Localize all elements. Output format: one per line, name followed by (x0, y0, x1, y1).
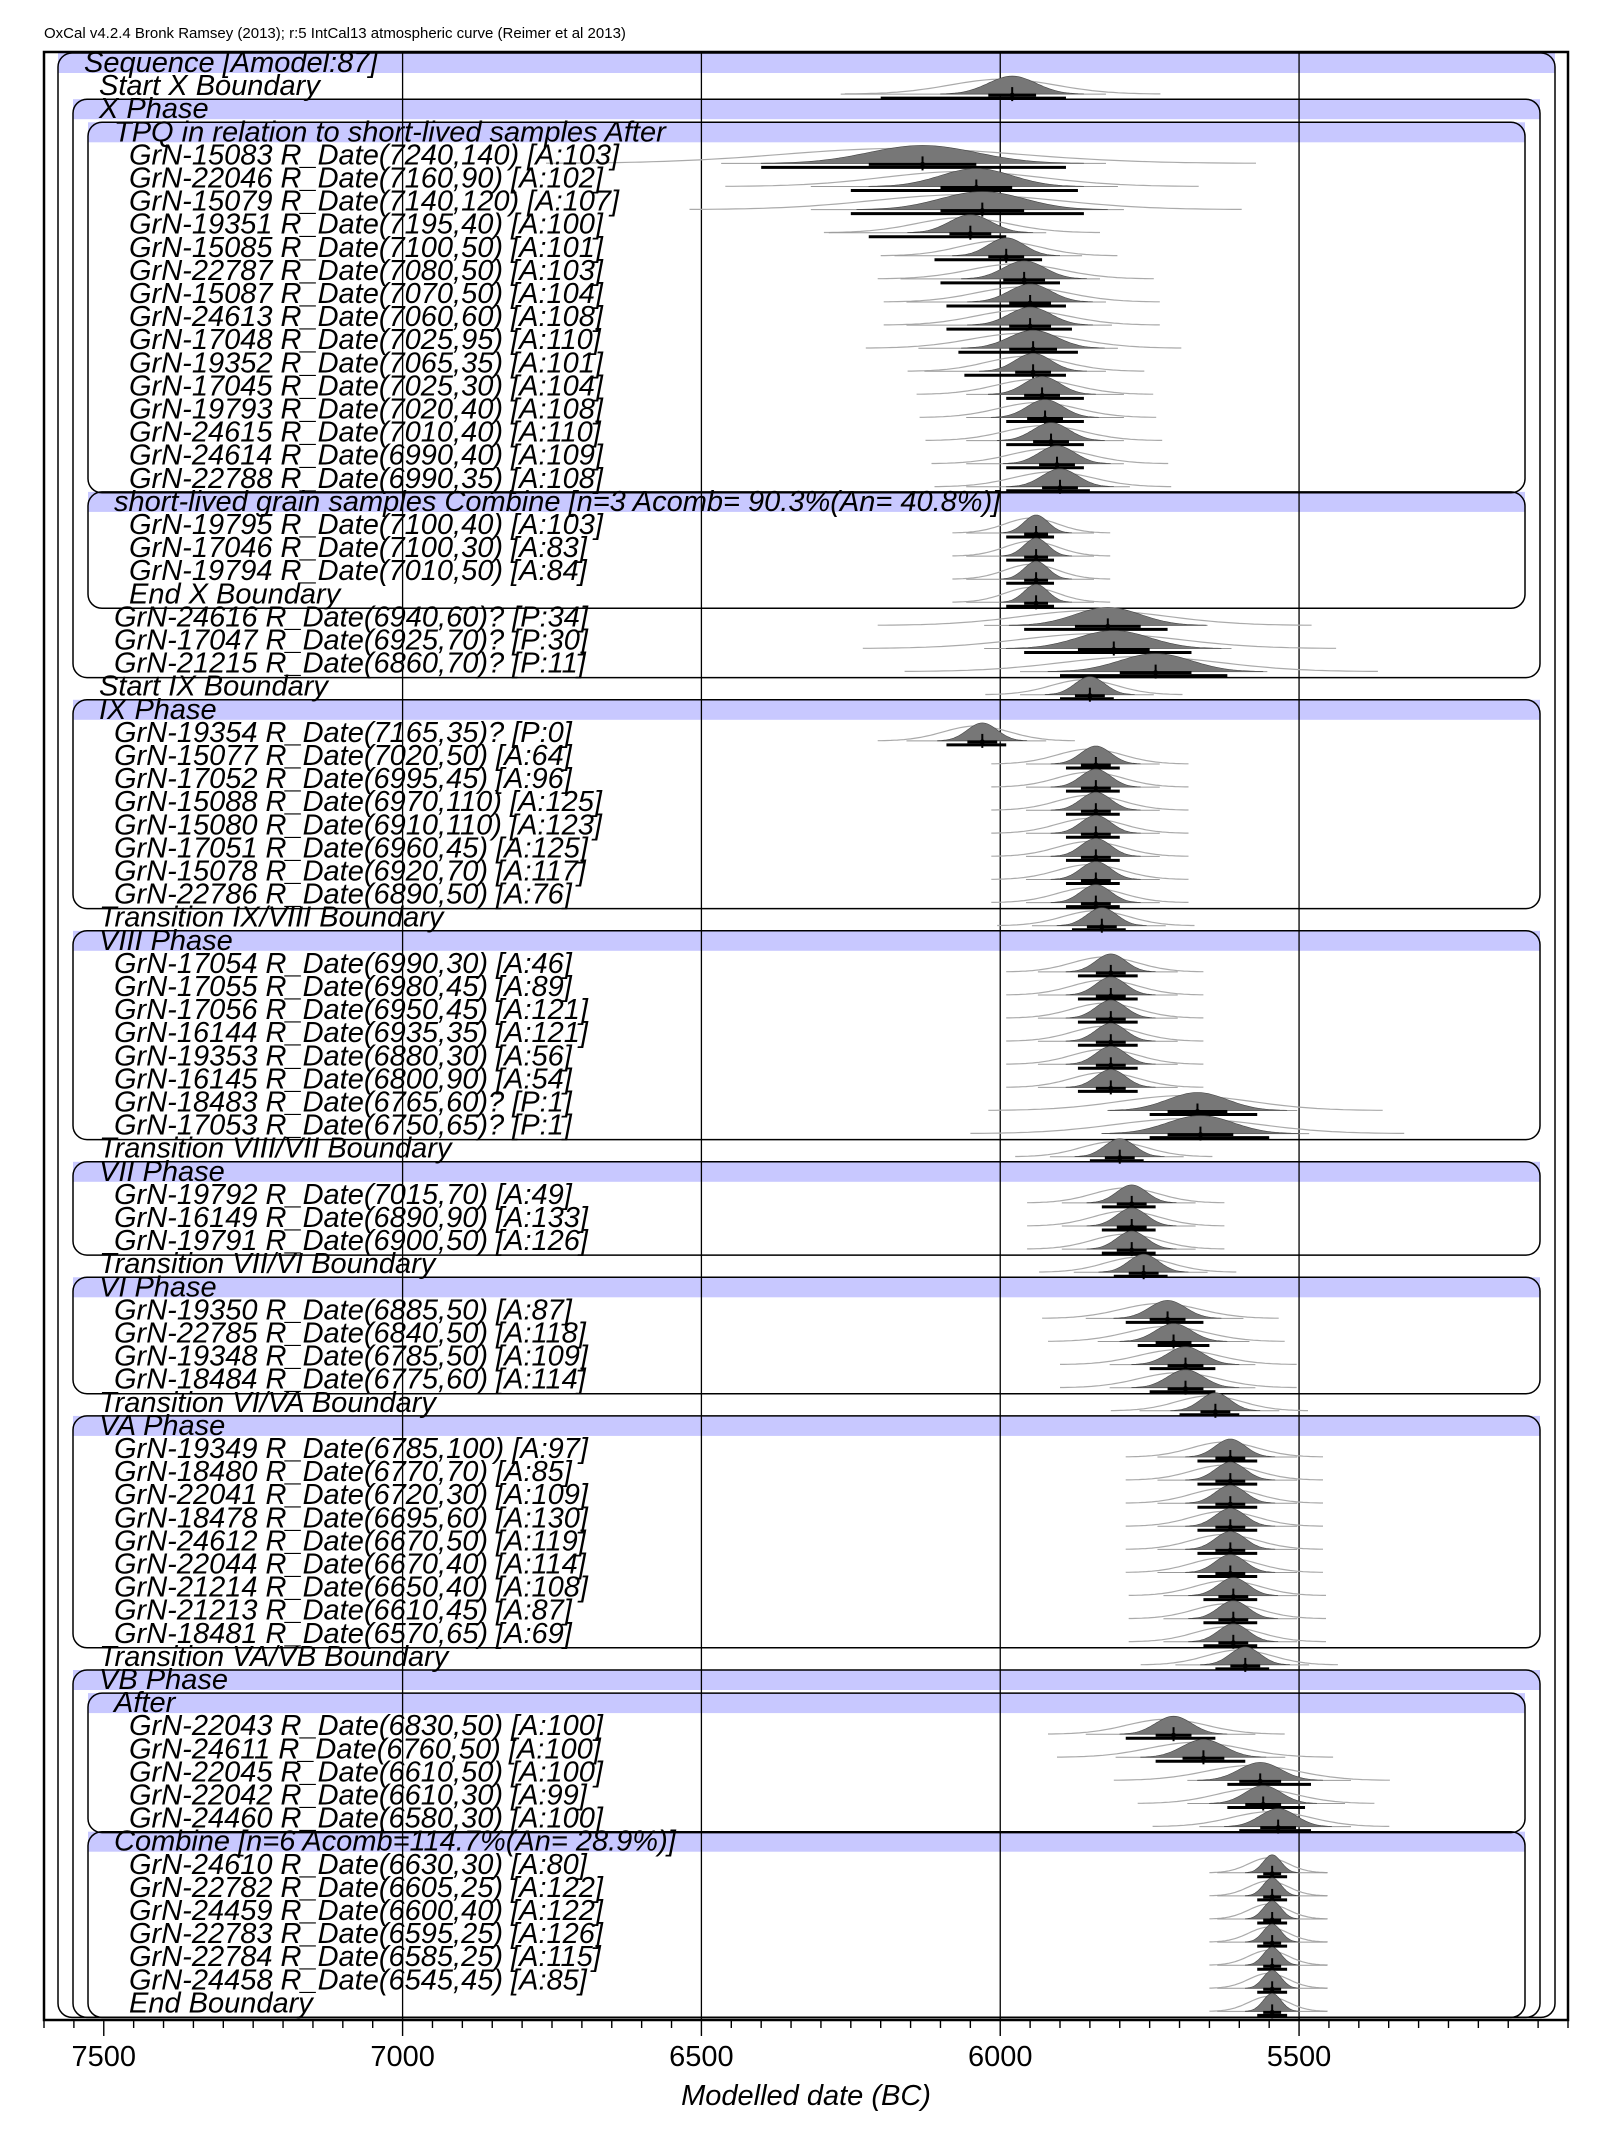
median-marker (1087, 693, 1092, 698)
median-marker (1093, 763, 1098, 768)
median-marker (1231, 1594, 1236, 1599)
median-marker (1171, 1733, 1176, 1738)
row-label: GrN-17056 R_Date(6950,45) [A:121] (114, 994, 588, 1027)
row-label: GrN-22784 R_Date(6585,25) [A:115] (129, 1941, 601, 1974)
row-label: GrN-24460 R_Date(6580,30) [A:100] (129, 1802, 603, 1835)
median-marker (1028, 324, 1033, 329)
row-label: GrN-15088 R_Date(6970,110) [A:125] (114, 786, 602, 819)
row-label: GrN-24611 R_Date(6760,50) [A:100] (129, 1733, 601, 1766)
row-label: GrN-18484 R_Date(6775,60) [A:114] (114, 1363, 586, 1396)
row-label: GrN-17054 R_Date(6990,30) [A:46] (114, 947, 572, 980)
row-label: GrN-19352 R_Date(7065,35) [A:101] (129, 347, 603, 380)
row-label: GrN-17045 R_Date(7025,30) [A:104] (129, 370, 603, 403)
group-label: After (114, 1687, 176, 1720)
median-marker (1228, 1525, 1233, 1530)
median-marker (1093, 832, 1098, 837)
row-label: GrN-22785 R_Date(6840,50) [A:118] (114, 1317, 586, 1350)
median-marker (1228, 1479, 1233, 1484)
median-marker (1093, 809, 1098, 814)
row-label: GrN-19349 R_Date(6785,100) [A:97] (114, 1433, 588, 1465)
median-marker (1022, 277, 1027, 282)
row-label: GrN-22787 R_Date(7080,50) [A:103] (129, 254, 603, 287)
row-label: GrN-16144 R_Date(6935,35) [A:121] (114, 1017, 588, 1050)
row-label: GrN-22043 R_Date(6830,50) [A:100] (129, 1710, 603, 1743)
row-label: GrN-19795 R_Date(7100,40) [A:103] (129, 509, 603, 541)
median-marker (1099, 924, 1104, 929)
median-marker (1117, 1155, 1122, 1160)
row-label: GrN-18478 R_Date(6695,60) [A:130] (114, 1502, 588, 1535)
row-label: GrN-17047 R_Date(6925,70)? [P:30] (114, 624, 588, 657)
row-label: GrN-21214 R_Date(6650,40) [A:108] (114, 1571, 588, 1604)
median-marker (1183, 1363, 1188, 1368)
median-marker (1228, 1502, 1233, 1507)
row-label: Transition VII/VI Boundary (99, 1248, 436, 1281)
median-marker (1243, 1663, 1248, 1668)
median-marker (1198, 1132, 1203, 1137)
median-marker (1270, 1964, 1275, 1969)
group-label: short-lived grain samples Combine [n=3 Acomb= 90.3%(An= 40.8%)] (114, 485, 1001, 518)
median-marker (1129, 1225, 1134, 1230)
row-label: GrN-19794 R_Date(7010,50) [A:84] (129, 555, 587, 588)
chart-caption: OxCal v4.2.4 Bronk Ramsey (2013); r:5 IntCal13 atmospheric curve (Reimer et al 2013) (44, 25, 626, 42)
x-axis-title: Modelled date (BC) (681, 2080, 931, 2112)
median-marker (1153, 670, 1158, 675)
row-label: GrN-22046 R_Date(7160,90) [A:102] (129, 162, 603, 195)
median-marker (1108, 1086, 1113, 1091)
row-label: GrN-15077 R_Date(7020,50) [A:64] (114, 740, 572, 772)
row-label: GrN-24612 R_Date(6670,50) [A:119] (114, 1525, 586, 1558)
row-label: GrN-24615 R_Date(7010,40) [A:110] (129, 416, 601, 449)
row-label: GrN-22041 R_Date(6720,30) [A:109] (114, 1479, 588, 1512)
median-marker (1058, 485, 1063, 490)
row-label: GrN-17051 R_Date(6960,45) [A:125] (114, 832, 588, 865)
group-label: VA Phase (99, 1409, 226, 1442)
median-marker (1129, 1248, 1134, 1253)
row-label: GrN-24614 R_Date(6990,40) [A:109] (129, 439, 603, 472)
median-marker (1028, 301, 1033, 306)
median-marker (1108, 1063, 1113, 1068)
median-marker (1231, 1617, 1236, 1622)
median-marker (1270, 2010, 1275, 2015)
median-marker (1270, 1987, 1275, 1992)
median-marker (1034, 532, 1039, 537)
median-marker (1165, 1317, 1170, 1322)
median-marker (980, 739, 985, 744)
median-marker (1043, 416, 1048, 421)
row-label: GrN-22786 R_Date(6890,50) [A:76] (114, 878, 572, 911)
group-label: VIII Phase (99, 924, 233, 957)
row-label: GrN-17053 R_Date(6750,65)? [P:1] (114, 1109, 572, 1142)
x-tick-label: 6000 (967, 2041, 1033, 2073)
row-label: GrN-19792 R_Date(7015,70) [A:49] (114, 1178, 572, 1211)
median-marker (1231, 1640, 1236, 1645)
row-label: GrN-19353 R_Date(6880,30) [A:56] (114, 1040, 572, 1073)
x-axis (44, 2020, 1568, 2073)
row-label: Transition VIII/VII Boundary (99, 1132, 452, 1165)
row-label: GrN-17055 R_Date(6980,45) [A:89] (114, 971, 572, 1003)
row-label: GrN-16145 R_Date(6800,90) [A:54] (114, 1063, 572, 1096)
median-marker (1108, 1040, 1113, 1045)
median-marker (1031, 370, 1036, 375)
distribution-marks (546, 76, 1404, 2018)
group-label: VI Phase (99, 1271, 217, 1304)
median-marker (1093, 855, 1098, 860)
row-label: Start X Boundary (99, 70, 320, 103)
header-band (73, 1670, 1540, 1690)
median-marker (974, 185, 979, 190)
median-marker (1055, 462, 1060, 467)
median-marker (1276, 1825, 1281, 1830)
row-label: GrN-19791 R_Date(6900,50) [A:126] (114, 1225, 588, 1258)
row-label: GrN-22045 R_Date(6610,50) [A:100] (129, 1756, 603, 1789)
median-marker (1031, 347, 1036, 352)
median-marker (1093, 878, 1098, 883)
row-label: GrN-19354 R_Date(7165,35)? [P:0] (114, 716, 572, 749)
row-label: GrN-24458 R_Date(6545,45) [A:85] (129, 1964, 587, 1997)
row-label: GrN-16149 R_Date(6890,90) [A:133] (114, 1202, 588, 1234)
median-marker (1183, 1386, 1188, 1391)
median-marker (1049, 439, 1054, 444)
row-label: GrN-22783 R_Date(6595,25) [A:126] (129, 1918, 603, 1951)
median-marker (1201, 1756, 1206, 1761)
row-label: GrN-18481 R_Date(6570,65) [A:69] (114, 1617, 572, 1650)
row-label: GrN-15087 R_Date(7070,50) [A:104] (129, 278, 603, 310)
row-label: GrN-19350 R_Date(6885,50) [A:87] (114, 1294, 572, 1327)
row-label: Transition VA/VB Boundary (99, 1640, 449, 1673)
row-label: GrN-24613 R_Date(7060,60) [A:108] (129, 301, 603, 334)
row-label: GrN-15083 R_Date(7240,140) [A:103] (129, 139, 620, 172)
row-label: GrN-21213 R_Date(6610,45) [A:87] (114, 1594, 572, 1627)
row-label: GrN-17046 R_Date(7100,30) [A:83] (129, 532, 587, 565)
row-label: GrN-15079 R_Date(7140,120) [A:107] (129, 185, 620, 218)
row-label: End Boundary (129, 1987, 313, 2020)
group-label: X Phase (99, 93, 209, 126)
median-marker (1270, 1871, 1275, 1876)
median-marker (1111, 647, 1116, 652)
median-marker (1004, 254, 1009, 259)
row-label: GrN-18483 R_Date(6765,60)? [P:1] (114, 1086, 572, 1119)
median-marker (1171, 1340, 1176, 1345)
row-label: GrN-15080 R_Date(6910,110) [A:123] (114, 809, 602, 842)
row-label: GrN-24459 R_Date(6600,40) [A:122] (129, 1895, 603, 1927)
median-marker (1093, 901, 1098, 906)
row-label: GrN-22782 R_Date(6605,25) [A:122] (129, 1871, 603, 1904)
median-marker (1034, 578, 1039, 583)
median-marker (1270, 1941, 1275, 1946)
row-label: GrN-19351 R_Date(7195,40) [A:100] (129, 208, 603, 241)
median-marker (968, 231, 973, 236)
median-marker (920, 162, 925, 167)
median-marker (1270, 1918, 1275, 1923)
median-marker (1258, 1779, 1263, 1784)
x-tick-label: 7500 (71, 2041, 137, 2073)
group-label: VB Phase (99, 1664, 228, 1696)
x-tick-label: 6500 (669, 2041, 734, 2073)
row-label: GrN-15078 R_Date(6920,70) [A:117] (114, 855, 586, 888)
row-labels (84, 47, 1001, 2019)
row-label: Start IX Boundary (99, 670, 328, 703)
row-label: GrN-21215 R_Date(6860,70)? [P:11] (114, 647, 586, 680)
median-marker (1040, 393, 1045, 398)
row-label: GrN-22044 R_Date(6670,40) [A:114] (114, 1548, 586, 1581)
row-label: GrN-24616 R_Date(6940,60)? [P:34] (114, 601, 588, 634)
median-marker (1141, 1271, 1146, 1276)
median-marker (1228, 1548, 1233, 1553)
row-label: GrN-19348 R_Date(6785,50) [A:109] (114, 1340, 588, 1373)
row-label: Transition VI/VA Boundary (99, 1386, 436, 1419)
group-label: Sequence [Amodel:87] (84, 47, 378, 79)
row-label: End X Boundary (129, 578, 341, 611)
median-marker (1108, 994, 1113, 999)
median-marker (1129, 1201, 1134, 1206)
row-label: GrN-18480 R_Date(6770,70) [A:85] (114, 1456, 572, 1489)
median-marker (1010, 93, 1015, 98)
median-marker (1034, 601, 1039, 606)
row-label: GrN-24610 R_Date(6630,30) [A:80] (129, 1848, 587, 1881)
median-marker (1105, 624, 1110, 629)
median-marker (1228, 1571, 1233, 1576)
row-label: GrN-17048 R_Date(7025,95) [A:110] (129, 324, 601, 357)
x-tick-label: 7000 (370, 2041, 435, 2073)
x-tick-label: 5500 (1266, 2041, 1332, 2073)
row-label: GrN-15085 R_Date(7100,50) [A:101] (129, 231, 603, 264)
group-label: IX Phase (99, 693, 217, 726)
median-marker (1108, 970, 1113, 975)
median-marker (1093, 786, 1098, 791)
row-label: GrN-17052 R_Date(6995,45) [A:96] (114, 763, 572, 796)
row-label: GrN-22042 R_Date(6610,30) [A:99] (129, 1779, 587, 1812)
median-marker (1261, 1802, 1266, 1807)
group-label: VII Phase (99, 1155, 225, 1188)
median-marker (1034, 555, 1039, 560)
median-marker (1228, 1456, 1233, 1461)
median-marker (980, 208, 985, 213)
row-label: GrN-22788 R_Date(6990,35) [A:108] (129, 462, 603, 495)
median-marker (1195, 1109, 1200, 1114)
median-marker (1213, 1409, 1218, 1414)
median-marker (1270, 1894, 1275, 1899)
median-marker (1108, 1017, 1113, 1022)
row-label: GrN-19793 R_Date(7020,40) [A:108] (129, 393, 603, 426)
row-label: Transition IX/VIII Boundary (99, 901, 444, 934)
group-label: Combine [n=6 Acomb=114.7%(An= 28.9%)] (114, 1825, 676, 1858)
group-label: TPQ in relation to short-lived samples After (114, 116, 666, 149)
